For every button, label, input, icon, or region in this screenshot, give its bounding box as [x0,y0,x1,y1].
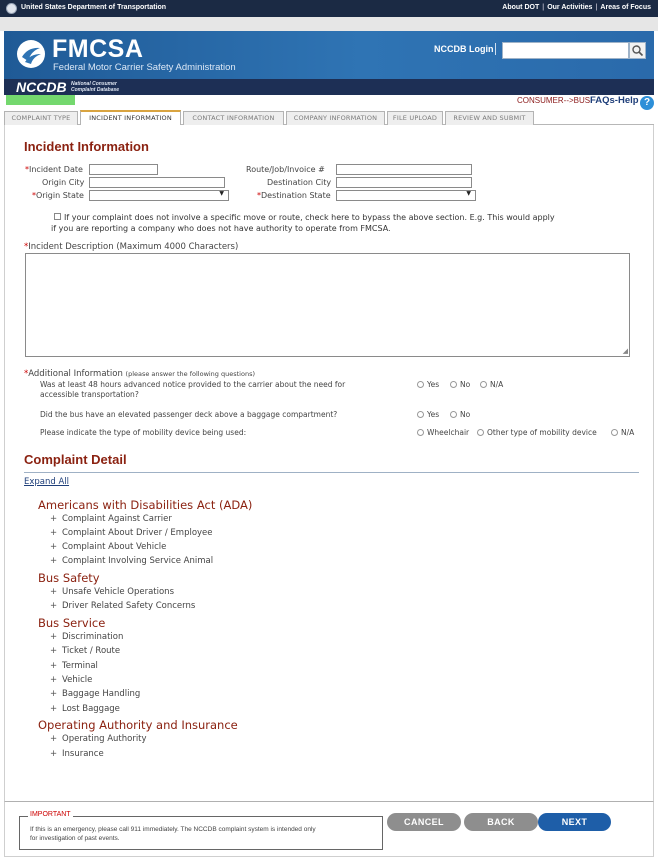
help-icon[interactable]: ? [640,96,654,110]
list-item[interactable]: + Baggage Handling [50,689,141,699]
incident-date-label: *Incident Date [25,165,83,174]
origin-city-label: Origin City [42,178,85,187]
q3-na-label: N/A [621,428,635,437]
list-item[interactable]: + Insurance [50,749,104,759]
list-item[interactable]: + Complaint About Driver / Employee [50,528,213,538]
tab-contact-information[interactable]: CONTACT INFORMATION [183,111,284,125]
list-item[interactable]: + Ticket / Route [50,646,121,656]
question-advance-notice: Was at least 48 hours advanced notice provided to the carrier about the need for accessible transportation? [40,380,346,399]
bypass-note-line2: if you are reporting a company who does not have authority to operate from FMCSA. [51,224,391,233]
cancel-button[interactable]: CANCEL [387,813,461,831]
link-our-activities[interactable]: Our Activities [547,4,593,11]
highlight-block [6,95,75,105]
list-item[interactable]: + Discrimination [50,632,124,642]
route-input[interactable] [336,164,472,175]
brand-name: FMCSA [52,35,144,63]
list-item[interactable]: + Complaint Against Carrier [50,514,172,524]
tab-review-and-submit[interactable]: REVIEW AND SUBMIT [445,111,534,125]
expand-plus-icon: + [50,704,58,714]
department-name[interactable]: United States Department of Transportation [21,4,167,11]
list-item[interactable]: + Complaint Involving Service Animal [50,556,214,566]
complaint-mode-label: CONSUMER-->BUS [517,96,591,105]
additional-information-label: *Additional Information (please answer the following questions) [24,369,256,379]
origin-city-input[interactable] [89,177,225,188]
nccdb-logo[interactable]: NCCDB [16,79,67,95]
q1-na-radio[interactable] [480,381,487,388]
important-notice [19,811,383,850]
q1-na-label: N/A [490,380,504,389]
list-item[interactable]: + Complaint About Vehicle [50,542,167,552]
q3-other-device-radio[interactable] [477,429,484,436]
q1-no-label: No [460,380,471,389]
resize-grip-icon[interactable]: ◢ [622,347,628,355]
expand-plus-icon: + [50,514,58,524]
expand-plus-icon: + [50,556,58,566]
question-elevated-deck: Did the bus have an elevated passenger deck above a baggage compartment? [40,410,338,419]
search-icon [630,43,645,58]
destination-state-label: *Destination State [257,191,331,200]
top-bar [0,0,658,17]
expand-plus-icon: + [50,542,58,552]
bypass-checkbox[interactable] [54,213,61,220]
bypass-note-line1: If your complaint does not involve a specific move or route, check here to bypass the above section. E.g. This would apply [64,213,555,222]
tab-company-information[interactable]: COMPANY INFORMATION [286,111,385,125]
login-divider [495,43,496,55]
fmcsa-logo-icon[interactable] [16,39,46,69]
next-button[interactable]: NEXT [538,813,611,831]
q2-no-label: No [460,410,471,419]
question-mobility-device: Please indicate the type of mobility device being used: [40,428,247,437]
search-input[interactable] [502,42,629,59]
q3-other-device-label: Other type of mobility device [487,428,597,437]
top-links: About DOT | Our Activities | Areas of Focus [499,4,654,11]
back-button[interactable]: BACK [464,813,538,831]
dropdown-arrow-icon: ▼ [466,190,471,197]
expand-plus-icon: + [50,587,58,597]
nccdb-login-link[interactable]: NCCDB Login [434,44,494,54]
incident-description-label: *Incident Description (Maximum 4000 Characters) [24,242,239,252]
destination-city-input[interactable] [336,177,472,188]
q3-na-radio[interactable] [611,429,618,436]
q2-yes-label: Yes [427,410,440,419]
destination-city-label: Destination City [267,178,332,187]
q3-wheelchair-radio[interactable] [417,429,424,436]
list-item[interactable]: + Terminal [50,661,98,671]
expand-plus-icon: + [50,646,58,656]
list-item[interactable]: + Driver Related Safety Concerns [50,601,196,611]
incident-description-textarea[interactable] [25,253,630,357]
brand-subtitle: Federal Motor Carrier Safety Administration [53,62,236,73]
dot-seal-icon [6,3,17,14]
search-button[interactable] [629,42,646,59]
category-bus-service[interactable]: Bus Service [38,616,106,630]
category-bus-safety[interactable]: Bus Safety [38,571,100,585]
route-label: Route/Job/Invoice # [246,165,325,174]
form-footer [4,801,654,857]
list-item[interactable]: + Vehicle [50,675,93,685]
nccdb-bar [4,79,654,95]
origin-state-label: *Origin State [32,191,84,200]
expand-plus-icon: + [50,601,58,611]
step-tabs [4,111,654,125]
link-areas-of-focus[interactable]: Areas of Focus [600,4,651,11]
list-item[interactable]: + Lost Baggage [50,704,120,714]
tab-incident-information[interactable]: INCIDENT INFORMATION [80,110,181,125]
q2-yes-radio[interactable] [417,411,424,418]
category-ada[interactable]: Americans with Disabilities Act (ADA) [38,498,253,512]
tab-complaint-type[interactable]: COMPLAINT TYPE [4,111,78,125]
link-about-dot[interactable]: About DOT [502,4,540,11]
incident-date-input[interactable] [89,164,158,175]
section-divider [24,472,639,473]
header-gap [0,17,658,31]
nccdb-subtitle: National Consumer Complaint Database [71,81,120,93]
expand-plus-icon: + [50,675,58,685]
expand-all-link[interactable]: Expand All [24,477,70,487]
q3-wheelchair-label: Wheelchair [427,428,470,437]
complaint-detail-title: Complaint Detail [24,452,127,467]
list-item[interactable]: + Unsafe Vehicle Operations [50,587,174,597]
expand-plus-icon: + [50,528,58,538]
origin-state-select[interactable] [89,190,229,201]
destination-state-select[interactable] [336,190,476,201]
q1-yes-label: Yes [427,380,440,389]
fmcsa-banner [4,31,654,79]
category-operating-authority[interactable]: Operating Authority and Insurance [38,718,238,732]
expand-plus-icon: + [50,689,58,699]
q1-yes-radio[interactable] [417,381,424,388]
dropdown-arrow-icon: ▼ [219,190,224,197]
tab-file-upload[interactable]: FILE UPLOAD [387,111,443,125]
q1-no-radio[interactable] [450,381,457,388]
important-message: If this is an emergency, please call 911 immediately. The NCCDB complaint system is intended only for investigation of past events. [30,826,316,842]
expand-plus-icon: + [50,632,58,642]
expand-plus-icon: + [50,661,58,671]
important-label: IMPORTANT [30,811,71,818]
main-content [4,125,654,801]
faqs-help-link[interactable]: FAQs-Help [590,95,639,106]
incident-information-title: Incident Information [24,139,149,154]
expand-plus-icon: + [50,749,58,759]
q2-no-radio[interactable] [450,411,457,418]
list-item[interactable]: + Operating Authority [50,734,147,744]
expand-plus-icon: + [50,734,58,744]
